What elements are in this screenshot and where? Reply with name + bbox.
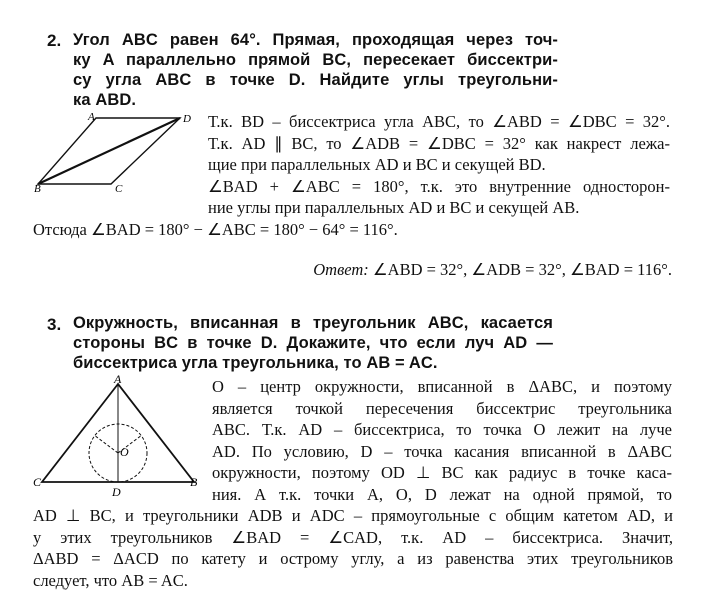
problem-2-solution-line-5: ние углы при параллельных AD и BC и секущей AB.: [208, 198, 580, 217]
answer-label: Ответ:: [313, 260, 369, 279]
problem-3-statement-line-2: стороны BC в точке D. Докажите, что если луч AD —: [73, 334, 553, 352]
problem-2-number: 2.: [47, 31, 62, 50]
problem-2-statement-line-4: ка ABD.: [73, 91, 137, 109]
problem-2-solution-line-3: щие при параллельных AD и BC и секущей BD.: [208, 155, 546, 174]
problem-2-solution-block: [208, 111, 670, 197]
figure-3-label-c: C: [33, 475, 42, 489]
problem-2-statement-line-2: ку A параллельно прямой BC, пересекает биссектри-: [73, 51, 558, 69]
problem-2-statement-line-1: Угол ABC равен 64°. Прямая, проходящая через точ-: [73, 31, 558, 49]
problem-3-number: 3.: [47, 315, 62, 334]
problem-3-solution-line-6: ния. А т.к. точки A, O, D лежат на одной прямой, то: [212, 484, 672, 504]
figure-3-label-b: B: [190, 475, 198, 489]
problem-3-solution-line-1: O – центр окружности, вписанной в ΔABC, и поэтому: [212, 377, 672, 396]
problem-3-statement: [73, 313, 553, 373]
problem-3-solution-line-10: следует, что AB = AC.: [33, 570, 188, 590]
problem-2-solution-block-wide: [33, 197, 673, 240]
problem-2-statement: [73, 30, 558, 110]
problem-2-solution-line-4: ∠BAD + ∠ABC = 180°, т.к. это внутренние односторон-: [208, 176, 670, 196]
figure-3-label-d: D: [112, 485, 121, 499]
bisector-bd: [38, 118, 180, 184]
figure-3-label-a: A: [114, 372, 122, 386]
problem-3-statement-line-3: биссектриса угла треугольника, то AB = AC.: [73, 354, 438, 372]
problem-3-statement-line-1: Окружность, вписанная в треугольник ABC, касается: [73, 314, 553, 332]
problem-3-solution-line-3: ABC. Т.к. AD – биссектриса, то точка O лежит на луче: [212, 420, 672, 439]
figure-2-label-b: B: [34, 183, 41, 195]
problem-3-solution-line-2: является точкой пересечения биссектрис треугольника: [212, 398, 672, 418]
problem-3-figure: [28, 372, 208, 502]
problem-3-solution-line-7: AD ⊥ BC, и треугольники ADB и ADC – прямоугольные с общим катетом AD, и: [33, 506, 673, 525]
problem-2-solution-line-6: Отсюда ∠BAD = 180° − ∠ABC = 180° − 64° = 116°.: [33, 219, 398, 239]
bisector-from-b: [94, 435, 118, 453]
problem-2-solution-line-1: Т.к. BD – биссектриса угла ABC, то ∠ABD = ∠DBC = 32°.: [208, 112, 670, 131]
problem-2-figure: [30, 108, 200, 198]
problem-2-statement-line-3: су угла ABC в точке D. Найдите углы треугольни-: [73, 71, 558, 89]
figure-2-label-c: C: [115, 183, 123, 195]
problem-2-solution-line-2: Т.к. AD ∥ BC, то ∠ADB = ∠DBC = 32° как накрест лежа-: [208, 133, 670, 153]
figure-2-label-d: D: [183, 113, 191, 125]
problem-3-solution-line-4: AD. По условию, D – точка касания вписанной в ΔABC: [212, 441, 672, 461]
figure-3-label-o: O: [120, 445, 129, 459]
problem-3-solution-line-5: окружности, поэтому OD ⊥ BC как радиус в точке каса-: [212, 463, 672, 482]
problem-3-solution-block-wide: [33, 505, 673, 591]
problem-3-solution-line-8: у этих треугольников ∠BAD = ∠CAD, т.к. AD – биссектриса. Значит,: [33, 527, 673, 547]
problem-2-answer: [313, 260, 672, 280]
answer-value: ∠ABD = 32°, ∠ADB = 32°, ∠BAD = 116°.: [372, 260, 672, 279]
problem-3-solution-line-9: ΔABD = ΔACD по катету и острому углу, а из равенства этих треугольников: [33, 549, 673, 568]
problem-3-solution-block: [212, 376, 672, 505]
figure-2-label-a: A: [88, 111, 95, 123]
